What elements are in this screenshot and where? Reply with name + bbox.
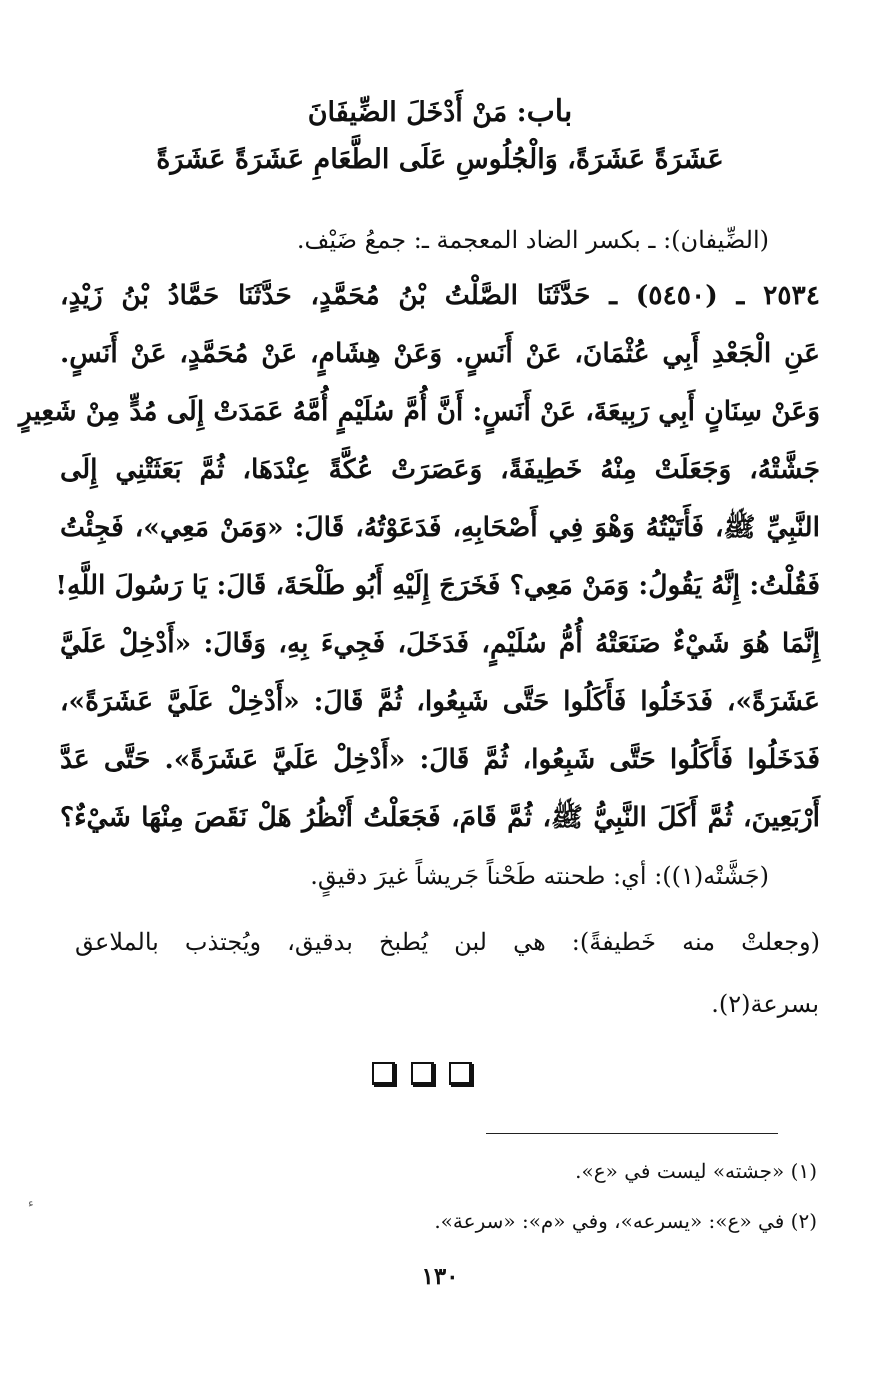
chapter-title-rest: : مَنْ أَدْخَلَ الضِّيفَانَ <box>307 97 527 128</box>
footnote-1 <box>575 1156 817 1186</box>
ornament-square <box>449 1062 472 1085</box>
page-number: ١٣٠ <box>421 1263 459 1290</box>
stray-print-mark: ء <box>28 1196 34 1210</box>
gloss-khatifa-line-1: (وجعلتْ منه خَطيفةً): هي لبن يُطبخ بدقيق، ويُجتذب بالملاعق <box>75 928 820 956</box>
chapter-title-line-1 <box>120 92 760 133</box>
hadith-line-1: ٢٥٣٤ ـ (٥٤٥٠) ـ حَدَّثَنَا الصَّلْتُ بْنُ مُحَمَّدٍ، حَدَّثَنَا حَمَّادُ بْنُ زَيْدٍ، <box>60 280 820 311</box>
footnote-marker: (٢) <box>790 1209 817 1233</box>
ornament-square <box>411 1062 434 1085</box>
hadith-line-7: إِنَّمَا هُوَ شَيْءٌ صَنَعَتْهُ أُمُّ سُلَيْمٍ، فَدَخَلَ، فَجِيءَ بِهِ، وَقَالَ: «أَدْخِلْ عَلَيَّ <box>60 628 820 659</box>
footnote-marker: (١) <box>790 1159 817 1183</box>
ornament-square <box>372 1062 395 1085</box>
hadith-line-2: عَنِ الْجَعْدِ أَبِي عُثْمَانَ، عَنْ أَنَسٍ. وَعَنْ هِشَامٍ، عَنْ مُحَمَّدٍ، عَنْ أَنَسٍ. <box>60 338 820 369</box>
footnote-2 <box>434 1206 817 1236</box>
footnote-text: في «ع»: «يسرعه»، وفي «م»: «سرعة». <box>434 1209 785 1233</box>
hadith-line-10: أَرْبَعِينَ، ثُمَّ أَكَلَ النَّبِيُّ ﷺ، ثُمَّ قَامَ، فَجَعَلْتُ أَنْظُرُ هَلْ نَقَصَ مِنْهَا شَيْءٌ؟ <box>60 802 820 833</box>
chapter-bab-word: باب <box>526 94 573 129</box>
gloss-khatifa-line-2: بسرعة(٢). <box>711 990 819 1018</box>
gloss-jashshathu: (جَشَّتْه(١)): أي: طحنته طَحْناً جَريشاً غيرَ دقيقٍ. <box>310 862 769 890</box>
hadith-line-9: فَدَخَلُوا فَأَكَلُوا حَتَّى شَبِعُوا، ثُمَّ قَالَ: «أَدْخِلْ عَلَيَّ عَشَرَةً». حَتَّى عَدَّ <box>60 744 820 775</box>
hadith-line-3: وَعَنْ سِنَانٍ أَبِي رَبِيعَةَ، عَنْ أَنَسٍ: أَنَّ أُمَّ سُلَيْمٍ أُمَّهُ عَمَدَتْ إِلَى مُدٍّ مِنْ شَعِيرٍ <box>18 396 820 427</box>
hadith-line-4: جَشَّتْهُ، وَجَعَلَتْ مِنْهُ خَطِيفَةً، وَعَصَرَتْ عُكَّةً عِنْدَهَا، ثُمَّ بَعَثَتْنِي إِلَى <box>60 454 820 485</box>
chapter-title-line-2: عَشَرَةً عَشَرَةً، وَالْجُلُوسِ عَلَى الطَّعَامِ عَشَرَةً عَشَرَةً <box>156 144 724 175</box>
definition-line: (الضِّيفان): ـ بكسر الضاد المعجمة ـ: جمعُ ضَيْف. <box>296 226 769 254</box>
footnote-rule <box>486 1133 778 1134</box>
hadith-line-6: فَقُلْتُ: إِنَّهُ يَقُولُ: وَمَنْ مَعِي؟ فَخَرَجَ إِلَيْهِ أَبُو طَلْحَةَ، قَالَ: يَا رَسُولَ اللَّهِ! <box>55 570 820 601</box>
three-square-ornament-icon <box>372 1062 472 1088</box>
hadith-line-5: النَّبِيِّ ﷺ، فَأَتَيْتُهُ وَهْوَ فِي أَصْحَابِهِ، فَدَعَوْتُهُ، قَالَ: «وَمَنْ مَعِي»، فَجِئْتُ <box>60 512 820 543</box>
hadith-line-8: عَشَرَةً»، فَدَخَلُوا فَأَكَلُوا حَتَّى شَبِعُوا، ثُمَّ قَالَ: «أَدْخِلْ عَلَيَّ عَشَرَةً»، <box>60 686 820 717</box>
footnote-text: «جشته» ليست في «ع». <box>575 1159 785 1183</box>
